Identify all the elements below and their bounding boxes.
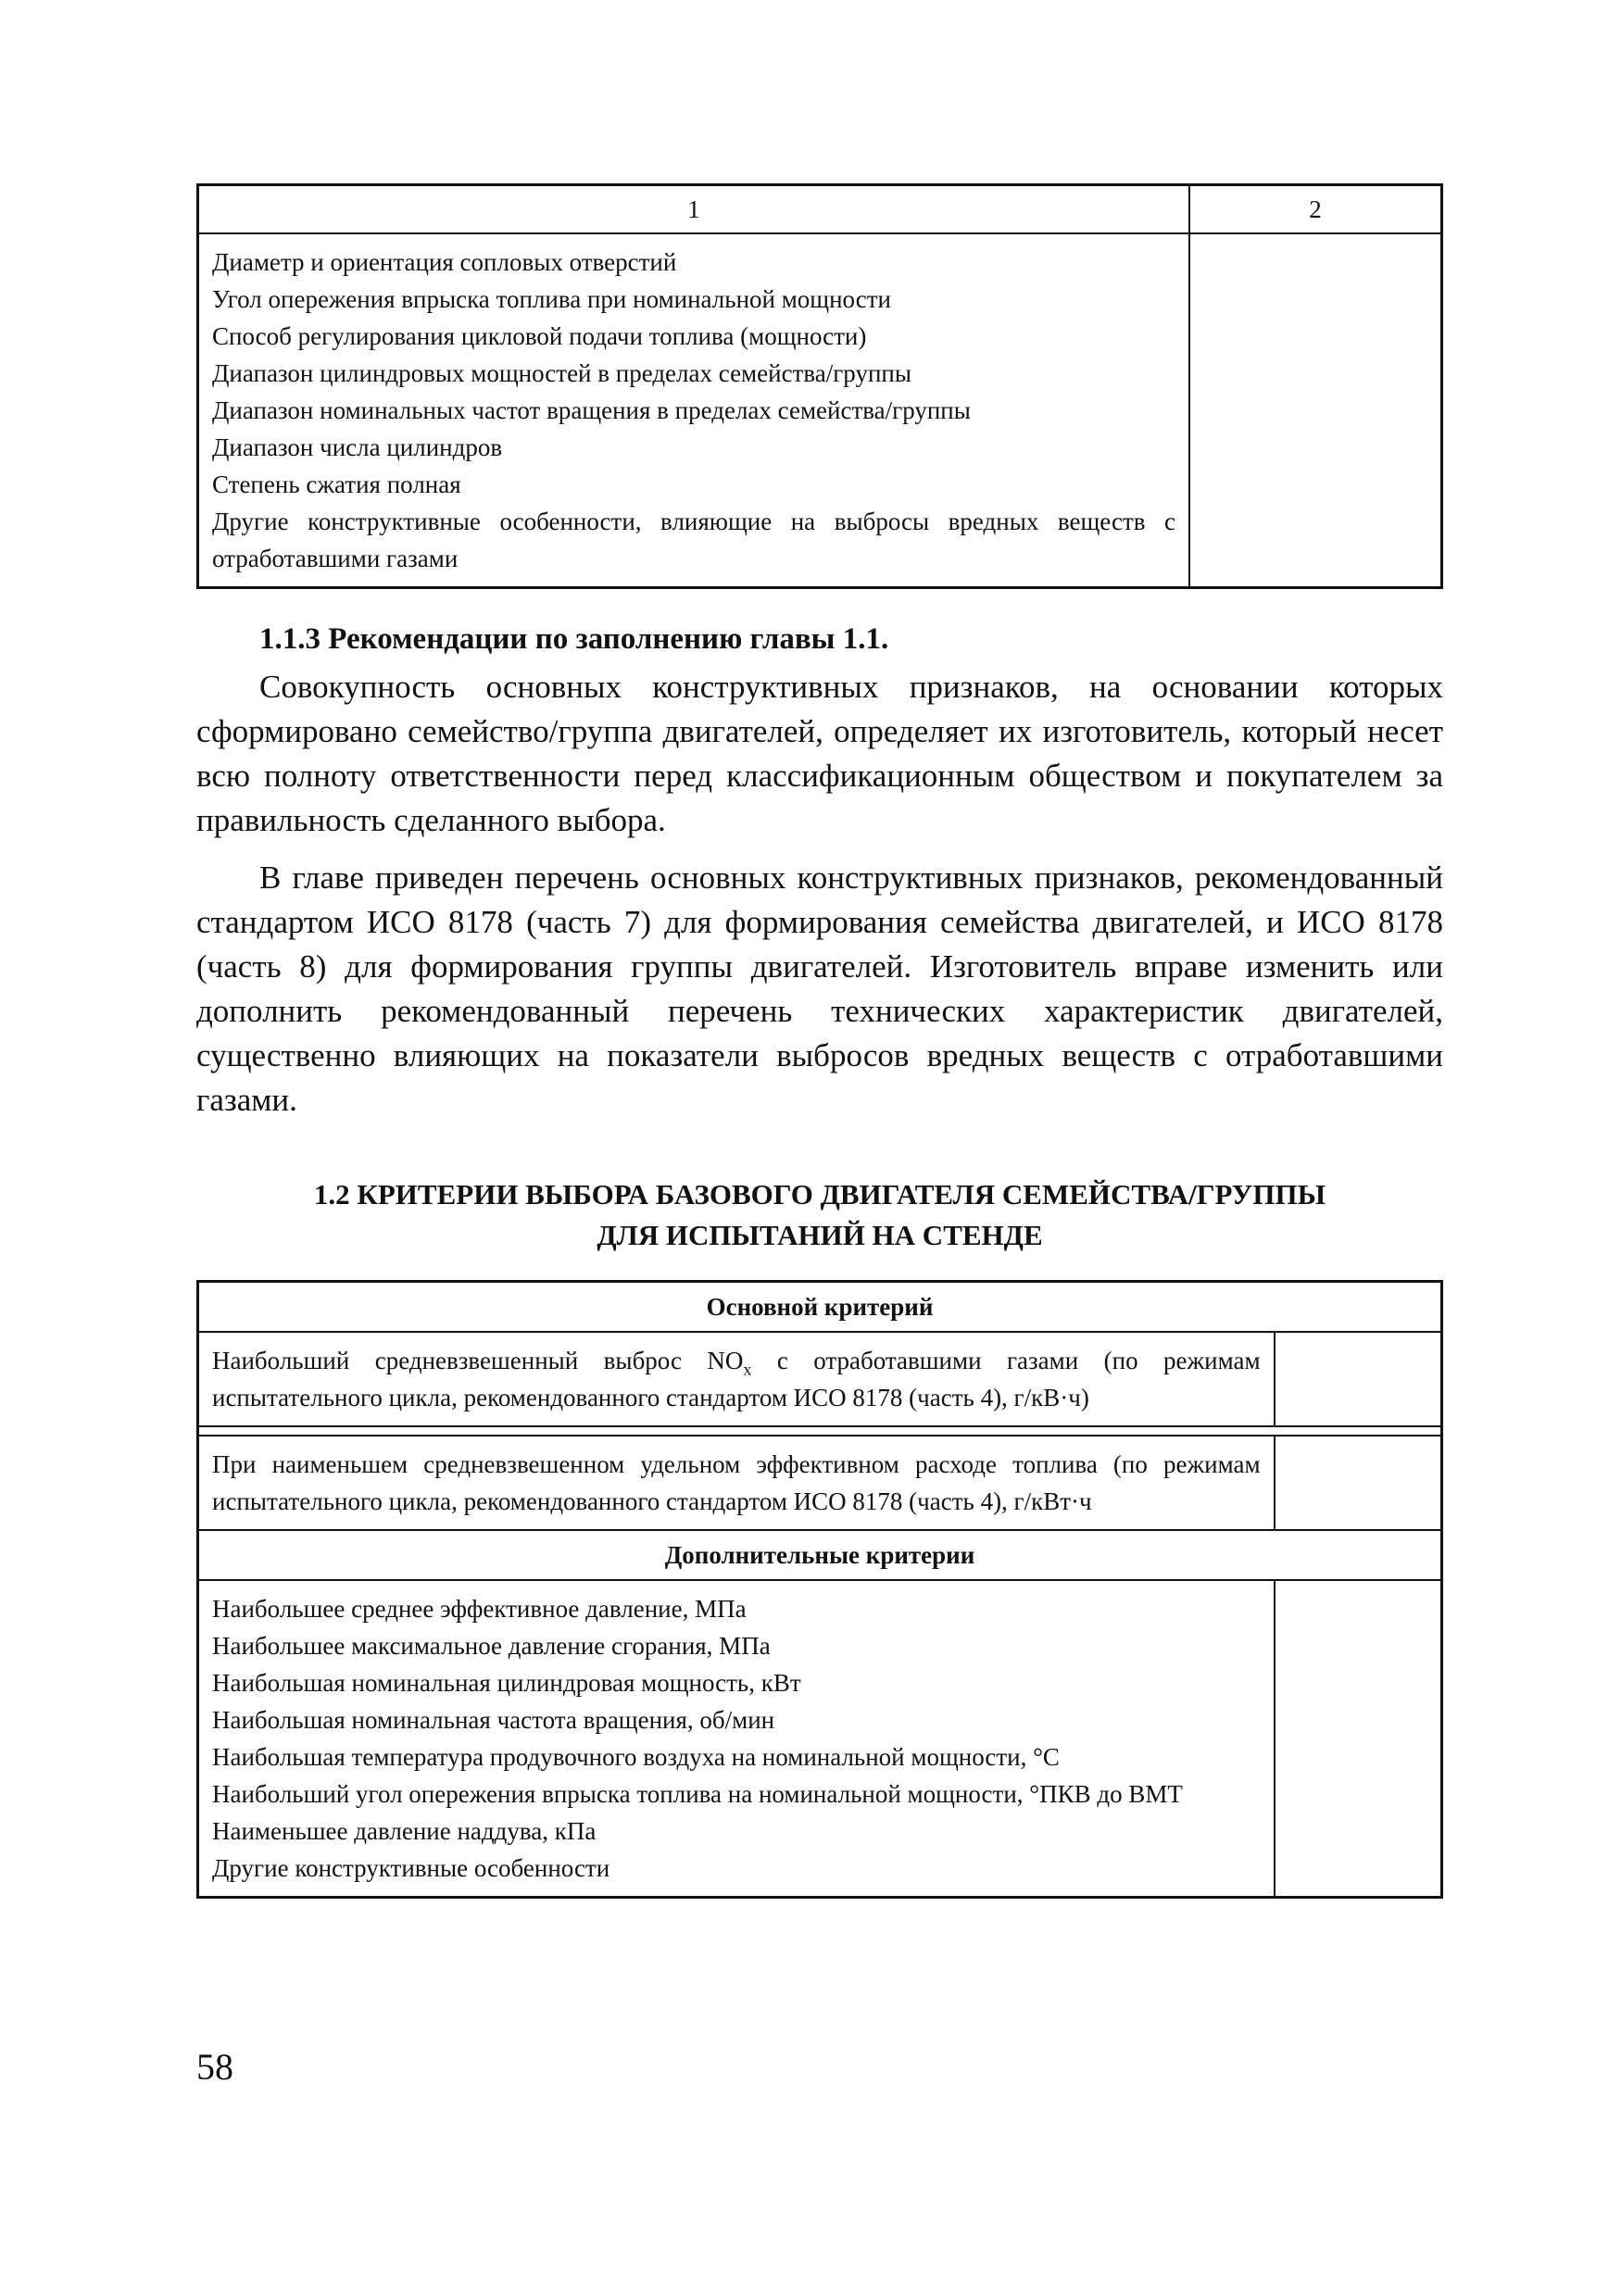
- section-title-line2: ДЛЯ ИСПЫТАНИЙ НА СТЕНДЕ: [597, 1219, 1043, 1251]
- list-item: Наибольшее максимальное давление сгорания, МПа: [212, 1632, 771, 1660]
- additional-criteria-list: [198, 1580, 1275, 1898]
- main-criterion-row: Наибольший средневзвешенный выброс $NO_x$ с отработавшими газами (по режимам испытательного цикла, рекомендованного стандартом ИСО 8178 (часть 4), г/кВ·ч): [198, 1332, 1275, 1426]
- list-item: Диапазон номинальных частот вращения в пределах семейства/группы: [212, 396, 971, 424]
- list-item: Способ регулирования цикловой подачи топлива (мощности): [212, 322, 867, 350]
- table-header-col2: 2: [1189, 185, 1442, 234]
- list-item: Наименьшее давление наддува, кПа: [212, 1817, 597, 1845]
- value-cell: [1275, 1580, 1442, 1898]
- list-item: Наибольшее среднее эффективное давление, МПа: [212, 1595, 747, 1623]
- table-header-col1: 1: [198, 185, 1190, 234]
- criteria-table: [196, 1280, 1443, 1899]
- value-cell: [1275, 1436, 1442, 1530]
- main-criterion-header: Основной критерий: [198, 1282, 1442, 1333]
- paragraph: Совокупность основных конструктивных признаков, на основании которых сформировано семейство/группа двигателей, определяет их изготовитель, который несет всю полноту ответственности перед классификационным обществом и покупателем за правильность сделанного выбора.: [196, 669, 1443, 838]
- page-number: 58: [196, 2046, 233, 2088]
- main-criterion-row: При наименьшем средневзвешенном удельном эффективном расходе топлива (по режимам испытательного цикла, рекомендованного стандартом ИСО 8178 (часть 4), г/кВт·ч: [198, 1436, 1275, 1530]
- list-item: Наибольшая номинальная частота вращения, об/мин: [212, 1706, 775, 1734]
- list-item: Диаметр и ориентация сопловых отверстий: [212, 248, 677, 276]
- list-item: Диапазон числа цилиндров: [212, 433, 503, 461]
- value-cell: [1189, 233, 1442, 588]
- section-title: [196, 1174, 1443, 1256]
- value-cell: [1275, 1332, 1442, 1426]
- list-item: Наибольшая температура продувочного воздуха на номинальной мощности, °С: [212, 1743, 1060, 1771]
- feature-list-cell: [198, 233, 1190, 588]
- subsection-title: 1.1.3 Рекомендации по заполнению главы 1.1.: [259, 622, 889, 656]
- list-item: Степень сжатия полная: [212, 470, 461, 498]
- section-title-line1: 1.2 КРИТЕРИИ ВЫБОРА БАЗОВОГО ДВИГАТЕЛЯ СЕМЕЙСТВА/ГРУППЫ: [313, 1178, 1326, 1211]
- additional-criteria-header: Дополнительные критерии: [198, 1530, 1442, 1580]
- list-item: Диапазон цилиндровых мощностей в пределах семейства/группы: [212, 359, 911, 387]
- list-item: Наибольшая номинальная цилиндровая мощность, кВт: [212, 1669, 801, 1697]
- paragraph: В главе приведен перечень основных конструктивных признаков, рекомендованный стандартом ИСО 8178 (часть 7) для формирования семейства двигателей, и ИСО 8178 (часть 8) для формирования группы двигателей. Изготовитель вправе изменить или дополнить рекомендованный перечень технических характеристик двигателей, существенно влияющих на показатели выбросов вредных веществ с отработавшими газами.: [196, 859, 1443, 1118]
- list-item: Наибольший угол опережения впрыска топлива на номинальной мощности, °ПКВ до ВМТ: [212, 1780, 1183, 1808]
- list-item: Другие конструктивные особенности: [212, 1854, 610, 1882]
- list-item: Угол опережения впрыска топлива при номинальной мощности: [212, 285, 891, 313]
- list-item: Другие конструктивные особенности, влияющие на выбросы вредных веществ с отработавшими газами: [212, 508, 1175, 572]
- features-table: [196, 183, 1443, 589]
